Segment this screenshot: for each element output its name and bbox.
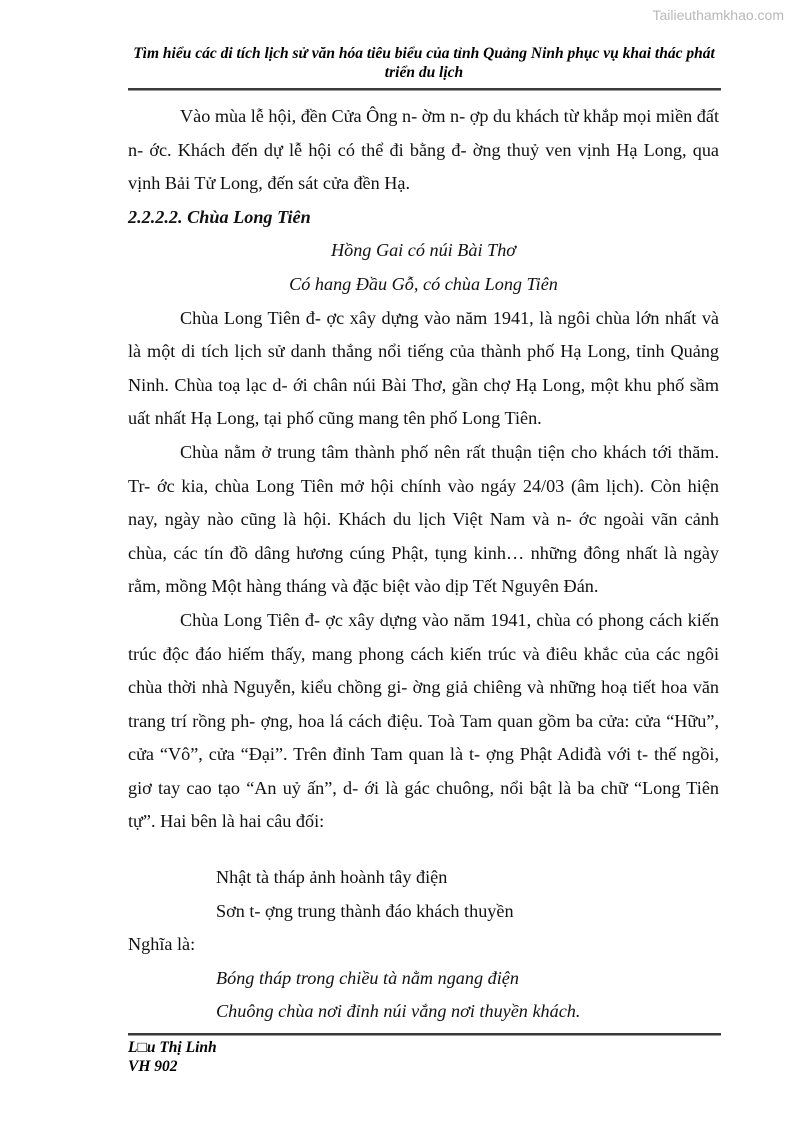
watermark: Tailieuthamkhao.com <box>652 7 784 23</box>
footer-class: VH 902 <box>128 1058 178 1075</box>
document-body <box>128 100 719 1029</box>
couplet-translation-line-2: Chuông chùa nơi đỉnh núi vắng nơi thuyền khách. <box>216 1001 581 1022</box>
page-header-title: Tìm hiểu các di tích lịch sử văn hóa tiêu biểu của tỉnh Quảng Ninh phục vụ khai thác phát triển du lịch <box>133 45 715 81</box>
folk-verse-line-1: Hồng Gai có núi Bài Thơ <box>330 240 516 261</box>
couplet-han-line-2: Sơn t- ợng trung thành đáo khách thuyền <box>216 900 514 921</box>
footer-divider <box>128 1033 721 1036</box>
couplet-translation-line-1: Bóng tháp trong chiều tà nằm ngang điện <box>216 967 519 988</box>
meaning-label: Nghĩa là: <box>128 934 196 955</box>
paragraph-2: Chùa nằm ở trung tâm thành phố nên rất thuận tiện cho khách tới thăm. Tr- ớc kia, chùa Long Tiên mở hội chính vào ngáy 24/03 (âm lịch). Còn hiện nay, ngày nào cũng là hội. Khách du lịch Việt Nam và n- ớc ngoài vãn cảnh chùa, các tín đồ dâng hương cúng Phật, tụng kinh… những đông nhất là ngày rằm, mồng Một hàng tháng và đặc biệt vào dịp Tết Nguyên Đán. <box>128 441 719 597</box>
section-heading: 2.2.2.2. Chùa Long Tiên <box>128 206 311 227</box>
header-divider <box>128 88 721 91</box>
paragraph-1: Chùa Long Tiên đ- ợc xây dựng vào năm 1941, là ngôi chùa lớn nhất và là một di tích lịch sử danh thắng nổi tiếng của thành phố Hạ Long, tỉnh Quảng Ninh. Chùa toạ lạc d- ới chân núi Bài Thơ, gần chợ Hạ Long, một khu phố sầm uất nhất Hạ Long, tại phố cũng mang tên phố Long Tiên. <box>128 307 719 429</box>
paragraph-3: Chùa Long Tiên đ- ợc xây dựng vào năm 1941, chùa có phong cách kiến trúc độc đáo hiếm thấy, mang phong cách kiến trúc và điêu khắc của các ngôi chùa thời nhà Nguyễn, kiểu chồng gi- ờng giả chiêng và những hoạ tiết hoa văn trang trí rồng ph- ợng, hoa lá cách điệu. Toà Tam quan gồm ba cửa: cửa “Hữu”, cửa “Vô”, cửa “Đại”. Trên đỉnh Tam quan là t- ợng Phật Adiđà với t- thế ngồi, giơ tay cao tạo “An uỷ ấn”, d- ới là gác chuông, nổi bật là ba chữ “Long Tiên tự”. Hai bên là hai câu đối: <box>128 609 719 832</box>
footer-author: L□u Thị Linh <box>128 1039 217 1056</box>
spacer <box>128 839 719 861</box>
folk-verse-line-2: Có hang Đầu Gỗ, có chùa Long Tiên <box>289 273 558 294</box>
paragraph-intro: Vào mùa lễ hội, đền Cửa Ông n- ờm n- ợp du khách từ khắp mọi miền đất n- ớc. Khách đến dự lễ hội có thể đi bằng đ- ờng thuỷ ven vịnh Hạ Long, qua vịnh Bải Tử Long, đến sát cửa đền Hạ. <box>128 106 720 194</box>
page-footer <box>128 1038 217 1076</box>
couplet-han-line-1: Nhật tà tháp ảnh hoành tây điện <box>216 867 448 888</box>
